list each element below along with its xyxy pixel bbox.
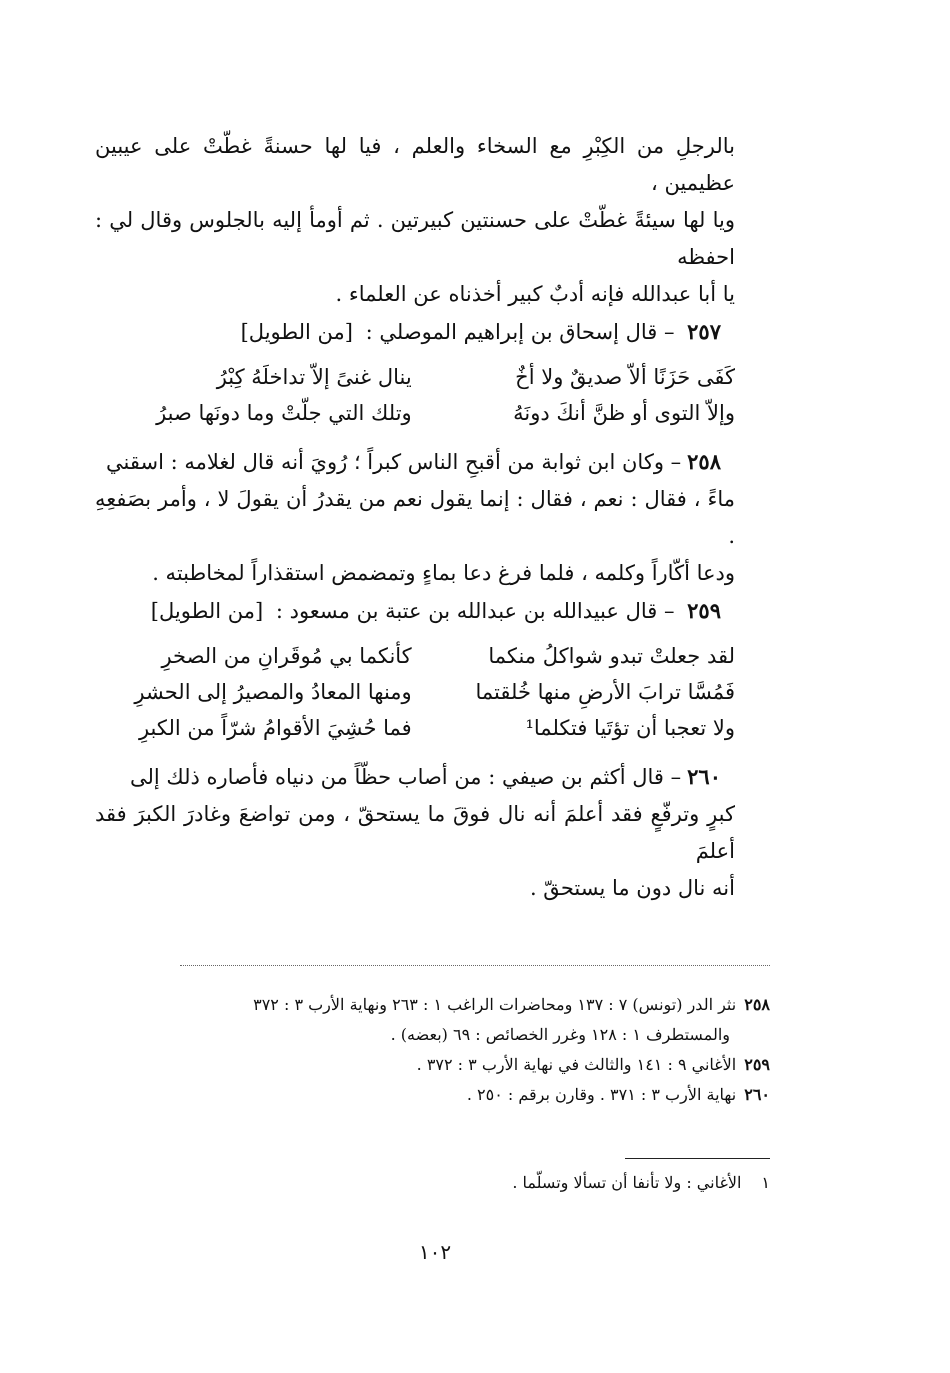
hemistich: كَفَى حَزَنًا ألاّ صديقٌ ولا أخٌ <box>515 365 735 389</box>
section-257-heading <box>95 313 735 351</box>
text-line: ماءً ، فقال : نعم ، فقال : إنما يقول نعم من يقدرُ أن يقولَ لا ، وأمر بصَفعِهِ . <box>95 487 735 548</box>
footnote-text: الأغاني : ولا تأنفا أن تسألا وتسلّما . <box>512 1173 742 1192</box>
section-text: – قال إسحاق بن إبراهيم الموصلي : <box>365 320 675 344</box>
notes-divider <box>180 965 770 966</box>
note-text: نهاية الأرب ٣ : ٣٧١ . وقارن برقم : ٢٥٠ . <box>466 1085 737 1104</box>
paragraph-intro <box>95 128 735 313</box>
meter-label: [من الطويل] <box>150 599 264 623</box>
verse <box>95 638 735 674</box>
meter-label: [من الطويل] <box>240 320 353 344</box>
section-number: ٢٥٨ <box>687 449 721 474</box>
footnote-rule <box>625 1158 770 1159</box>
text-line <box>95 443 735 481</box>
main-text <box>95 128 735 907</box>
note-ref: ٢٦٠ <box>744 1085 770 1104</box>
verse <box>95 674 735 710</box>
hemistich: وتلك التي جلّتْ وما دونَها صبرُ <box>156 401 412 425</box>
text-line-content: – وكان ابن ثوابة من أقبحِ الناس كبراً ؛ رُويَ أنه قال لغلامه : اسقني <box>106 450 682 474</box>
hemistich: كأنكما بي مُوقَرانِ من الصخرِ <box>161 644 412 668</box>
hemistich: وإلاّ التوى أو ظنَّ أنكَ دونَهُ <box>513 401 735 425</box>
hemistich: ومنها المعادُ والمصيرُ إلى الحشرِ <box>134 680 412 704</box>
note-ref: ٢٥٨ <box>744 995 770 1014</box>
source-notes <box>95 990 770 1110</box>
note-258 <box>95 990 770 1020</box>
note-260 <box>95 1080 770 1110</box>
note-258-continued: والمستطرف ١ : ١٢٨ وغرر الخصائص : ٦٩ (بعضه) . <box>390 1025 730 1044</box>
text-line: أنه نال دون ما يستحقّ . <box>529 876 735 900</box>
note-259 <box>95 1050 770 1080</box>
hemistich: ولا تعجبا أن تؤتَيا فتكلما¹ <box>525 716 735 740</box>
verse <box>95 710 735 746</box>
section-260 <box>95 758 735 907</box>
verse <box>95 359 735 395</box>
text-line: كبرٍ وترفّعٍ فقد أعلمَ أنه نال فوقَ ما يستحقّ ، ومن تواضعَ وغادرَ الكبرَ فقد أعلمَ <box>95 802 735 863</box>
note-text: الأغاني ٩ : ١٤١ والثالث في نهاية الأرب ٣ : ٣٧٢ . <box>416 1055 737 1074</box>
hemistich: فَمُسَّا ترابَ الأرضِ منها خُلقتما <box>475 680 735 704</box>
hemistich: ينال غنىً إلاّ تداخلَهُ كِبْرُ <box>216 365 412 389</box>
section-259-heading <box>95 592 735 630</box>
text-line: يا أبا عبدالله فإنه أدبٌ كبير أخذناه عن العلماء . <box>335 282 735 306</box>
text-line: ويا لها سيئةً غطّتْ على حسنتين كبيرتين . ثم أومأ إليه بالجلوس وقال لي : احفظه <box>95 208 735 269</box>
footnote <box>300 1168 770 1198</box>
section-text: – قال عبيدالله بن عبدالله بن عتبة بن مسعود : <box>275 599 675 623</box>
text-line <box>95 758 735 796</box>
poem-257 <box>95 359 735 431</box>
section-number: ٢٦٠ <box>687 764 721 789</box>
hemistich: لقد جعلتْ تبدو شواكلُ منكما <box>488 644 735 668</box>
page-number: ١٠٢ <box>418 1240 452 1264</box>
poem-259 <box>95 638 735 746</box>
hemistich: فما حُشِيَ الأقوامُ شرّاً من الكبرِ <box>138 716 412 740</box>
verse <box>95 395 735 431</box>
section-258 <box>95 443 735 592</box>
text-line-content: – قال أكثم بن صيفي : من أصاب حظّاً من دنياه فأصاره ذلك إلى <box>129 765 682 789</box>
note-text: نثر الدر (تونس) ٧ : ١٣٧ ومحاضرات الراغب ١ : ٢٦٣ ونهاية الأرب ٣ : ٣٧٢ <box>253 995 737 1014</box>
section-number: ٢٥٧ <box>687 319 721 344</box>
note-ref: ٢٥٩ <box>744 1055 770 1074</box>
section-number: ٢٥٩ <box>687 598 721 623</box>
text-line: بالرجلِ من الكِبْرِ مع السخاء والعلم ، فيا لها حسنةً غطّتْ على عيبين عظيمين ، <box>95 134 735 195</box>
footnote-number: ١ <box>761 1173 770 1192</box>
text-line: ودعا أكّاراً وكلمه ، فلما فرغ دعا بماءٍ وتمضمض استقذاراً لمخاطبته . <box>152 561 735 585</box>
